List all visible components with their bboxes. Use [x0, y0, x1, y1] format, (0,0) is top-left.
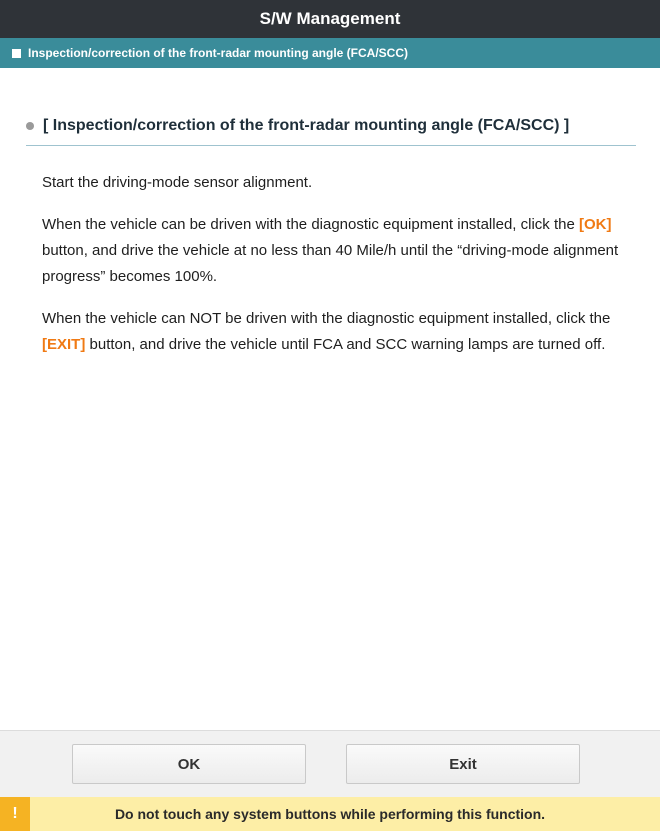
section-heading-text: [ Inspection/correction of the front-radar mounting angle (FCA/SCC) ] — [43, 117, 570, 134]
window-title: S/W Management — [0, 0, 660, 38]
instruction-paragraph-2 — [42, 212, 642, 290]
subheader-bar — [0, 38, 660, 68]
instruction-paragraph-1 — [42, 170, 642, 196]
warning-bar — [0, 797, 660, 831]
exit-button[interactable]: Exit — [346, 744, 580, 784]
warning-text: Do not touch any system buttons while performing this function. — [114, 806, 546, 822]
instruction-text-3a: When the vehicle can NOT be driven with the diagnostic equipment installed, click the — [42, 310, 611, 327]
instruction-paragraph-3 — [42, 306, 642, 358]
square-bullet-icon — [12, 49, 21, 58]
instruction-text-1: Start the driving-mode sensor alignment. — [42, 174, 313, 191]
exit-key-highlight: [EXIT] — [42, 336, 86, 353]
ok-key-highlight: [OK] — [578, 216, 612, 233]
instruction-content — [42, 170, 642, 374]
instruction-text-3b: button, and drive the vehicle until FCA and SCC warning lamps are turned off. — [85, 336, 606, 353]
button-bar — [0, 730, 660, 797]
subheader-label: Inspection/correction of the front-radar mounting angle (FCA/SCC) — [28, 46, 409, 60]
instruction-text-2b: button, and drive the vehicle at no less than 40 Mile/h until the “driving-mode alignment progress” becomes 100%. — [42, 242, 619, 285]
warning-icon: ! — [0, 797, 30, 831]
ok-button[interactable]: OK — [72, 744, 306, 784]
instruction-text-2a: When the vehicle can be driven with the diagnostic equipment installed, click the — [42, 216, 579, 233]
bullet-dot-icon — [26, 122, 34, 130]
section-heading — [26, 115, 636, 146]
